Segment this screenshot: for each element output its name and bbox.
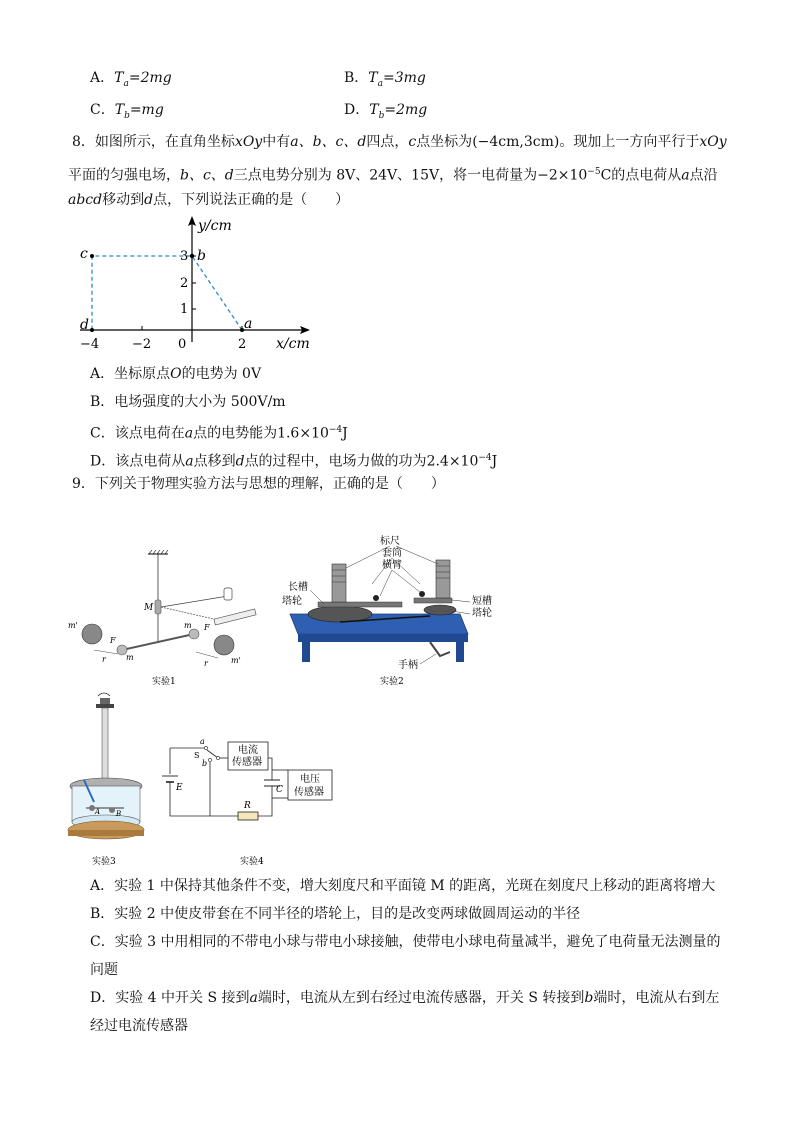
- q8-coordinate-graph: [70, 212, 320, 354]
- q9-option-c-line1: [90, 932, 721, 952]
- ceiling-hatch: [149, 550, 168, 554]
- point-d-label: d: [80, 317, 89, 333]
- q8-option-text: 点移到: [193, 453, 236, 470]
- force-label: F: [204, 623, 210, 632]
- q8-text: 中有: [262, 134, 291, 150]
- point-a-label: a: [244, 316, 253, 332]
- crank-handle-icon: [430, 642, 450, 656]
- tower-pulley-right: [424, 605, 456, 615]
- q8-option-text: B．电场强度的大小为 500V/m: [90, 394, 286, 410]
- small-ball-right: [189, 629, 199, 639]
- mirror-m: [155, 600, 161, 614]
- q7-option-c-rest: =mg: [129, 102, 164, 118]
- ball-a-label: A: [95, 808, 101, 816]
- q8-text: −2×10: [537, 167, 588, 184]
- point-c-label: c: [80, 246, 88, 262]
- q8-option-text: 2.4×10: [426, 453, 479, 470]
- y-axis-label: y/cm: [198, 218, 232, 234]
- q8-option-text: J: [342, 425, 348, 442]
- q9-option-a: [90, 876, 715, 896]
- capacitor-label: C: [276, 785, 283, 795]
- q7-option-d: [344, 100, 427, 126]
- q8-text: 平面的匀强电场，: [68, 167, 180, 184]
- glass-tube: [102, 708, 108, 788]
- q8-text: c: [408, 134, 417, 150]
- y-tick-label: 3: [180, 249, 189, 264]
- q8-text: a: [681, 167, 690, 184]
- battery-label: E: [176, 783, 183, 793]
- switch-label: S: [194, 751, 200, 760]
- q8-option-text: −4: [328, 425, 343, 435]
- light-source-icon: [224, 588, 232, 600]
- small-mass-label: m: [184, 621, 192, 630]
- q8-option-text: D．该点电荷从: [90, 453, 186, 470]
- tower-pulley-left: [308, 606, 372, 622]
- label-scale: 标尺: [380, 536, 400, 547]
- voltage-sensor-label: 电压: [300, 774, 320, 785]
- big-mass-label: m': [68, 621, 78, 630]
- q8-text: 点坐标为: [416, 134, 473, 150]
- current-sensor-label: 传感器: [232, 757, 262, 768]
- q8-text: abcd: [68, 192, 103, 208]
- big-ball-right: [214, 635, 234, 655]
- q8-stem-line3: [68, 190, 349, 210]
- label-tower-pulley-right: 塔轮: [472, 608, 492, 619]
- q8-text: b、c、d: [180, 167, 234, 184]
- experiment-4-caption: 实验4: [240, 857, 264, 867]
- radius-marker: [94, 650, 118, 654]
- q7-option-b: [344, 68, 426, 94]
- q9-option-text: 端时，电流从右到左: [593, 990, 720, 1006]
- apparatus-base-front: [298, 634, 468, 642]
- switch-pivot: [216, 756, 219, 759]
- q9-option-c-line2: [90, 960, 118, 980]
- reflected-ray: [161, 607, 218, 620]
- point-b: [190, 254, 194, 258]
- top-cap: [96, 704, 114, 708]
- q9-option-text: 端时，电流从左到右经过电流传感器，开关 S 转接到: [257, 990, 585, 1006]
- resistor: [238, 812, 258, 820]
- q8-text: d: [144, 192, 154, 208]
- q9-option-text: b: [584, 990, 594, 1006]
- q9-option-text: 经过电流传感器: [90, 1018, 188, 1034]
- long-groove: [318, 602, 402, 607]
- q7-option-b-sub: a: [377, 78, 384, 89]
- q8-text: 四点，: [366, 134, 409, 150]
- switch-a-label: a: [200, 737, 205, 746]
- incident-ray: [161, 596, 228, 607]
- short-groove: [414, 598, 452, 603]
- q8-option-text: a: [185, 453, 194, 470]
- x-tick-label: −4: [80, 337, 100, 352]
- q7-option-c: [90, 100, 164, 126]
- q9-stem: [72, 474, 445, 494]
- ball-b-label: B: [116, 810, 122, 818]
- q9-stem-text: 9．下列关于物理实验方法与思想的理解，正确的是（ ）: [72, 476, 445, 492]
- q7-option-a-rest: =2mg: [128, 70, 172, 86]
- wooden-base-side: [68, 830, 144, 836]
- q8-text: a、b、c、d: [290, 134, 367, 150]
- label-handle: 手柄: [398, 660, 418, 671]
- q8-text: C的点电荷从: [600, 167, 682, 184]
- q7-option-a-letter: A．: [90, 70, 115, 86]
- y-tick-label: 2: [180, 276, 189, 291]
- label-tower-pulley-left: 塔轮: [282, 596, 302, 607]
- q8-text: 8．如图所示，在直角坐标: [72, 134, 235, 150]
- resistor-label: R: [244, 801, 251, 811]
- apparatus-leg: [302, 642, 310, 662]
- q7-option-d-rest: =2mg: [384, 102, 428, 118]
- experiment-3-coulomb-balance: [62, 690, 158, 868]
- q8-stem-line1: [72, 132, 727, 152]
- experiment-1-caption: 实验1: [152, 677, 176, 687]
- switch-lever: [207, 750, 218, 758]
- label-arm: 横臂: [382, 560, 402, 571]
- ball-b: [109, 807, 115, 813]
- q8-option-text: a: [184, 425, 194, 442]
- scale-sleeve-right: [436, 560, 450, 598]
- big-ball-left: [82, 624, 102, 644]
- q8-text: xOy: [234, 134, 263, 150]
- experiment-4-capacitor-circuit: [160, 734, 350, 868]
- q9-option-text: B．实验 2 中使皮带套在不同半径的塔轮上，目的是改变两球做圆周运动的半径: [90, 906, 581, 922]
- experiment-1-torsion-balance: [66, 548, 276, 688]
- q9-option-d-line2: [90, 1016, 188, 1036]
- scale-ruler: [214, 609, 256, 625]
- q8-option-text: C．该点电荷在: [90, 425, 185, 442]
- q9-option-d-line1: [90, 988, 719, 1008]
- rotation-arrow-icon: [98, 693, 110, 696]
- q9-option-text: C．实验 3 中用相同的不带电小球与带电小球接触，使带电小球电荷量减半，避免了电荷量无法测量的: [90, 934, 721, 950]
- q8-option-c: [90, 420, 348, 444]
- q7-option-d-symbol: T: [369, 102, 379, 118]
- q7-option-b-symbol: T: [368, 70, 378, 86]
- x-tick-label: −2: [132, 337, 152, 352]
- q7-option-a: [90, 68, 172, 94]
- big-mass-label: m': [231, 656, 241, 665]
- q8-text: 点沿: [689, 167, 718, 184]
- switch-contact-a: [204, 746, 207, 749]
- force-label: F: [110, 636, 116, 645]
- label-short-groove: 短槽: [472, 596, 492, 607]
- q7-option-c-sub: b: [124, 110, 130, 121]
- ball-long-groove: [373, 595, 379, 601]
- switch-b-label: b: [202, 759, 208, 768]
- q7-option-c-letter: C．: [90, 102, 115, 118]
- label-long-groove: 长槽: [288, 582, 308, 593]
- experiment-2-caption: 实验2: [380, 677, 404, 687]
- scale-sleeve-left: [332, 564, 346, 602]
- point-d: [90, 328, 94, 332]
- q8-option-text: A．坐标原点: [90, 366, 171, 382]
- label-sleeve: 套筒: [382, 548, 402, 559]
- path-abcd: [92, 256, 242, 330]
- q8-option-a: [90, 364, 261, 384]
- q8-text: 三点电势分别为 8V、24V、15V，将一电荷量为: [233, 167, 538, 184]
- y-tick-label: 1: [180, 302, 189, 317]
- q9-option-b: [90, 904, 580, 924]
- q8-text: −5: [587, 167, 601, 177]
- q7-option-c-symbol: T: [114, 102, 125, 118]
- point-c: [90, 254, 94, 258]
- q7-option-a-symbol: T: [114, 70, 124, 86]
- q9-option-text: 问题: [90, 962, 118, 978]
- point-b-label: b: [197, 248, 206, 264]
- q8-option-text: 1.6×10: [277, 425, 329, 442]
- q8-option-text: 点的电势能为: [193, 425, 278, 442]
- small-mass-label: m: [126, 653, 134, 662]
- q7-option-d-sub: b: [378, 110, 385, 121]
- q8-stem-line2: [68, 162, 718, 186]
- x-axis-label: x/cm: [276, 336, 310, 352]
- q8-option-text: d: [235, 453, 245, 470]
- q8-text: xOy: [699, 134, 727, 150]
- q8-option-text: O: [170, 366, 182, 382]
- q9-option-text: a: [249, 990, 258, 1006]
- q9-option-text: D．实验 4 中开关 S 接到: [90, 990, 250, 1006]
- switch-contact-b: [208, 758, 211, 761]
- q7-option-d-letter: D．: [344, 102, 370, 118]
- q8-option-b: [90, 392, 286, 412]
- current-sensor-label: 电流: [238, 745, 258, 756]
- radius-label: r: [204, 659, 208, 668]
- x-tick-label: 2: [238, 337, 247, 352]
- q7-option-b-rest: =3mg: [383, 70, 426, 86]
- experiment-2-centripetal-apparatus: [280, 534, 500, 688]
- experiment-3-caption: 实验3: [92, 857, 116, 867]
- radius-marker: [196, 652, 218, 658]
- q7-option-b-letter: B．: [344, 70, 369, 86]
- radius-label: r: [102, 655, 106, 664]
- q7-option-a-sub: a: [123, 78, 129, 89]
- q9-option-text: A．实验 1 中保持其他条件不变，增大刻度尺和平面镜 M 的距离，光斑在刻度尺上移动的距离将增大: [90, 878, 716, 894]
- q8-text: 点，下列说法正确的是（ ）: [153, 192, 350, 208]
- q8-option-text: J: [491, 453, 498, 470]
- q8-option-text: 的电势为 0V: [181, 366, 262, 382]
- q8-text: 。现加上一方向平行于: [559, 134, 700, 150]
- apparatus-leg: [456, 642, 464, 662]
- x-tick-label: 0: [178, 337, 187, 352]
- q8-text: 移动到: [102, 192, 145, 208]
- voltage-sensor-label: 传感器: [294, 787, 324, 798]
- top-knob: [100, 698, 110, 704]
- mirror-label: M: [144, 603, 154, 613]
- q8-option-text: 点的过程中，电场力做的功为: [244, 453, 427, 470]
- q8-option-text: −4: [478, 453, 492, 463]
- q8-text: (−4cm,3cm): [472, 134, 560, 150]
- q8-option-d: [90, 448, 497, 472]
